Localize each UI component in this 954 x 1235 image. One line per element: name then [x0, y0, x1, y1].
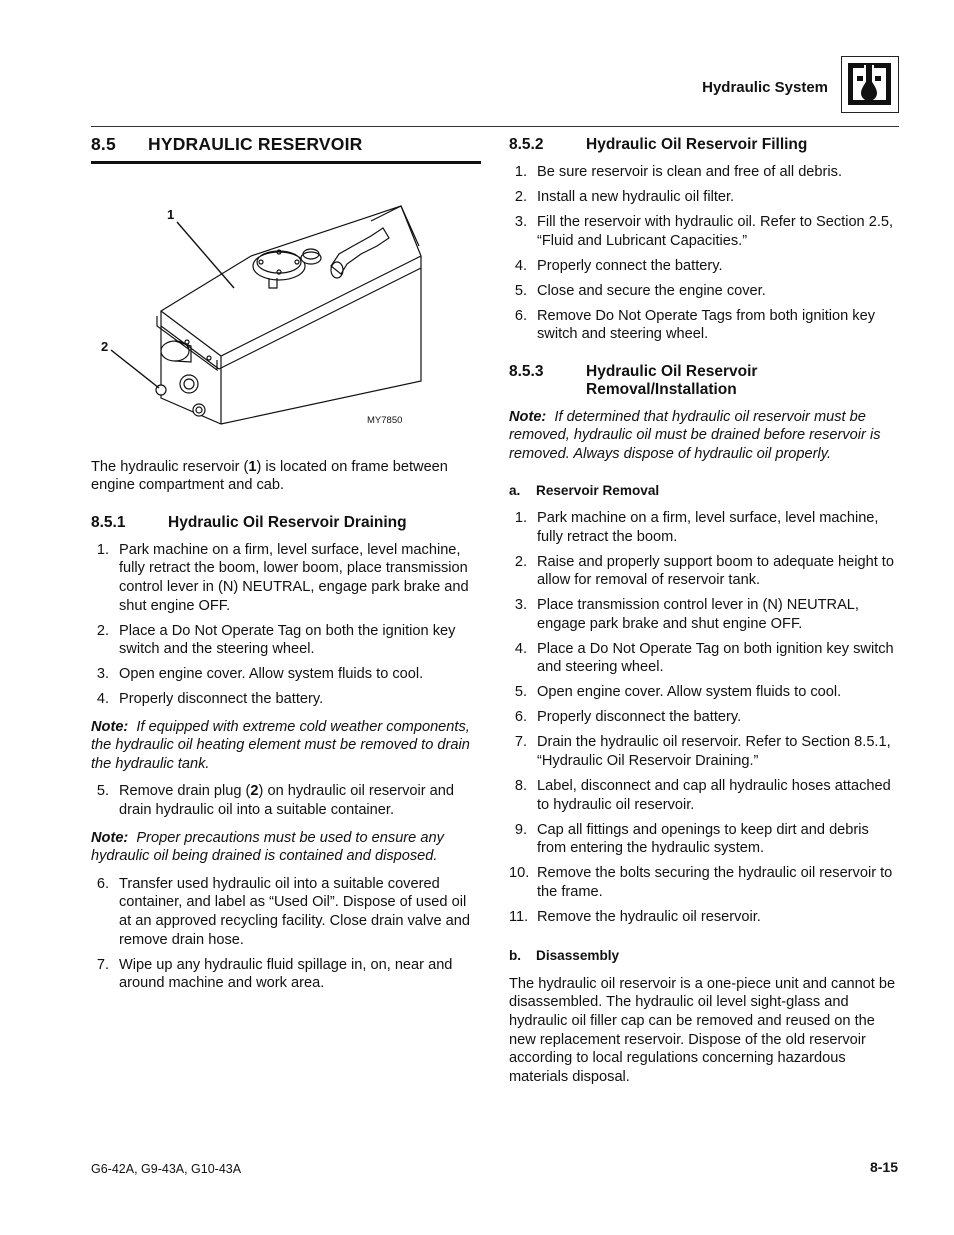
list-item: 9. Cap all fittings and openings to keep dirt and debris from entering the hydraulic system. [514, 821, 869, 857]
section-heading [91, 134, 481, 164]
list-item: 4. Properly connect the battery. [514, 257, 723, 274]
list-item: 4. Properly disconnect the battery. [96, 691, 324, 708]
list-item: 3. Fill the reservoir with hydraulic oil. Refer to Section 2.5, “Fluid and Lubricant Capacities.” [514, 213, 894, 249]
list-item: 8. Label, disconnect and cap all hydraulic hoses attached to hydraulic oil reservoir. [514, 777, 891, 813]
list-item: 5. Open engine cover. Allow system fluids to cool. [514, 684, 842, 701]
callout-2: 2 [101, 338, 109, 354]
list-item: 1. Park machine on a firm, level surface, level machine, fully retract the boom. [514, 510, 879, 545]
callout-1: 1 [167, 206, 175, 222]
list-item: 5. Close and secure the engine cover. [514, 282, 766, 299]
list-item: 5. Remove drain plug (2) on hydraulic oil reservoir and drain hydraulic oil into a suitable container. [96, 783, 455, 819]
note-precautions: Note: Proper precautions must be used to ensure any hydraulic oil being drained is contained and disposed. [91, 829, 444, 865]
disassembly-paragraph: The hydraulic oil reservoir is a one-piece unit and cannot be disassembled. The hydraulic oil level sight-glass and hydraulic oil filler cap can be removed and reused on the new replacement reservoir. Dispose of the old reservoir according to local regulations concerning hazardous materials disposal. [509, 975, 896, 1085]
header-rule [91, 126, 899, 127]
note-drain-before-removal: Note: If determined that hydraulic oil reservoir must be removed, hydraulic oil must be drained before reservoir is removed. Always dispose of hydraulic oil properly. [509, 408, 881, 462]
subsection-heading-filling: 8.5.2 Hydraulic Oil Reservoir Filling [509, 136, 808, 153]
list-item: 2. Install a new hydraulic oil filter. [514, 188, 735, 205]
list-item: 1. Park machine on a firm, level surface, level machine, fully retract the boom, lower boom, place transmission control lever in (N) NEUTRAL, engage park brake and shut engine OFF. [96, 541, 469, 614]
list-item: 3. Place transmission control lever in (N) NEUTRAL, engage park brake and shut engine OFF. [514, 597, 859, 632]
filling-steps-list [509, 163, 901, 344]
removal-steps-list [509, 509, 901, 926]
list-item: 10. Remove the bolts securing the hydraulic oil reservoir to the frame. [509, 865, 893, 900]
figure-code: MY7850 [367, 414, 403, 426]
list-item: 1. Be sure reservoir is clean and free of all debris. [514, 164, 842, 180]
footer-models: G6-42A, G9-43A, G10-43A [91, 1162, 242, 1176]
list-item: 3. Open engine cover. Allow system fluids to cool. [96, 666, 424, 683]
list-item: 6. Properly disconnect the battery. [514, 709, 742, 726]
list-item: 6. Remove Do Not Operate Tags from both ignition key switch and steering wheel. [514, 307, 875, 343]
draining-steps-list-a [91, 541, 481, 709]
draining-step-5 [91, 782, 481, 819]
list-item: 11. Remove the hydraulic oil reservoir. [509, 908, 761, 925]
list-item: 6. Transfer used hydraulic oil into a suitable covered container, and label as “Used Oil”. Dispose of used oil at an approved recycling facility. Close drain valve and remove drain hose. [96, 875, 470, 948]
page-number: 8-15 [869, 1159, 898, 1175]
note-cold-weather: Note: If equipped with extreme cold weather components, the hydraulic oil heating element must be removed to drain the hydraulic tank. [91, 718, 470, 772]
subsection-heading-draining: 8.5.1 Hydraulic Oil Reservoir Draining [91, 513, 407, 531]
left-column [91, 134, 481, 999]
header-title: Hydraulic System [702, 79, 828, 96]
right-column [509, 134, 901, 1086]
list-item: 4. Place a Do Not Operate Tag on both ignition key switch and steering wheel. [514, 640, 894, 676]
intro-paragraph: The hydraulic reservoir (1) is located on frame between engine compartment and cab. [91, 458, 448, 494]
draining-steps-list-b [91, 875, 481, 993]
list-item: 7. Drain the hydraulic oil reservoir. Refer to Section 8.5.1, “Hydraulic Oil Reservoir Draining.” [514, 734, 891, 769]
hydraulic-system-icon [841, 56, 899, 113]
section-title: HYDRAULIC RESERVOIR [148, 134, 363, 154]
reservoir-figure [91, 166, 481, 428]
section-number: 8.5 [91, 134, 116, 154]
reservoir-drawing [91, 166, 481, 428]
heading-disassembly: b. Disassembly [509, 948, 620, 964]
list-item: 7. Wipe up any hydraulic fluid spillage in, on, near and around machine and work area. [96, 956, 453, 992]
subsection-heading-removal: 8.5.3 Hydraulic Oil Reservoir Removal/Installation [509, 362, 758, 398]
heading-reservoir-removal: a. Reservoir Removal [509, 483, 660, 499]
list-item: 2. Raise and properly support boom to adequate height to allow for removal of reservoir tank. [514, 553, 894, 589]
list-item: 2. Place a Do Not Operate Tag on both the ignition key switch and the steering wheel. [96, 622, 456, 658]
